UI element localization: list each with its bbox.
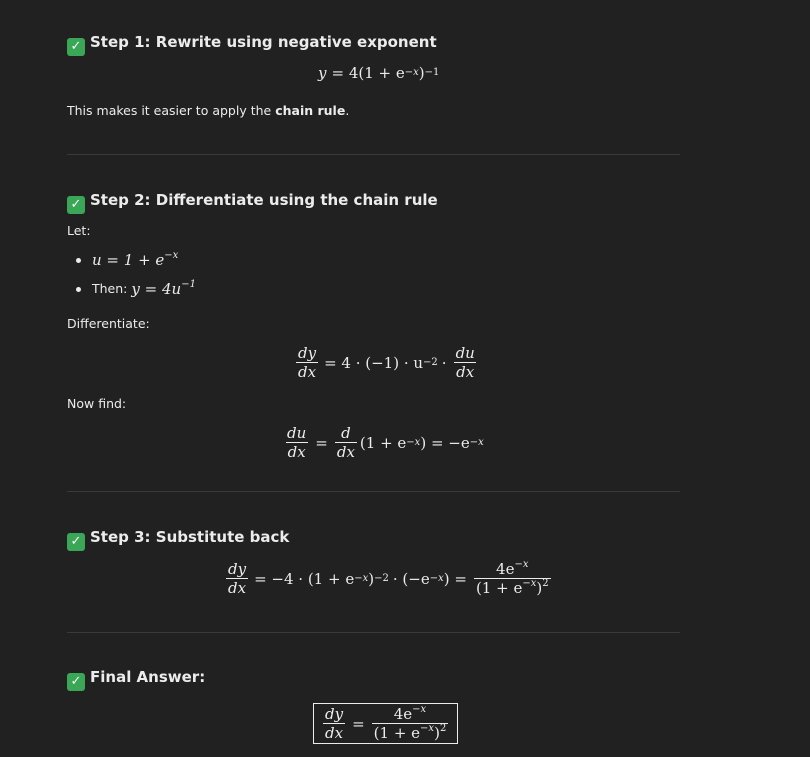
result-fraction: $\frac{4e^{-x}}{(1 + e^{-x})^2}$: [373, 704, 447, 742]
step1-equation: y = 4(1 + e −x ) −1: [318, 64, 440, 82]
eq-middle: = 4 · (−1) · u: [324, 353, 424, 372]
eq-close: ): [418, 64, 425, 82]
bullet2-prefix: Then:: [92, 281, 128, 296]
fraction: $\frac{du}{dx}$: [287, 424, 307, 461]
separator: [67, 632, 680, 633]
final-heading: [67, 668, 205, 691]
fraction: $\frac{dy}{dx}$: [325, 705, 344, 742]
step1-text-before: This makes it easier to apply the: [67, 103, 276, 118]
eq-part4: ) =: [443, 569, 467, 588]
separator: [67, 154, 680, 155]
step1-heading: [67, 33, 437, 56]
step3-equation: $\frac{dy}{dx}$ = −4 · (1 + e −x ) −2 · (−e −x ) = $\frac{4e^{-x}}{(1 + e^{-x})^2}$: [228, 559, 549, 597]
step1-heading-text: Step 1: Rewrite using negative exponent: [90, 33, 437, 51]
eq-close: ) = −e: [420, 433, 470, 452]
eq-equals: =: [315, 433, 328, 452]
bullet2-expr: $y = 4u^{-1}$: [131, 278, 196, 298]
step1-text-bold: chain rule: [275, 103, 346, 118]
final-heading-text: Final Answer:: [90, 668, 206, 686]
let-label: Let:: [67, 223, 91, 238]
eq-part3: · (−e: [392, 569, 430, 588]
step2-equation-1: $\frac{dy}{dx}$ = 4 · (−1) · u −2 · $\frac{du}{dx}$: [298, 344, 475, 381]
check-mark-icon: ✓: [67, 38, 85, 56]
list-item: [67, 274, 196, 303]
differentiate-label: Differentiate:: [67, 316, 150, 331]
check-mark-icon: ✓: [67, 533, 85, 551]
substitution-list: [67, 245, 196, 303]
eq-dot: ·: [441, 353, 447, 372]
step2-heading: [67, 191, 438, 214]
separator: [67, 491, 680, 492]
step3-heading-text: Step 3: Substitute back: [90, 528, 290, 546]
fraction: $\frac{dy}{dx}$: [228, 560, 247, 597]
list-item: [67, 245, 196, 274]
bullet1-expr: $u = 1 + e^{-x}$: [92, 249, 179, 269]
eq-part1: = −4 · (1 + e: [254, 569, 355, 588]
fraction: $\frac{du}{dx}$: [455, 344, 475, 381]
step1-text: [67, 103, 349, 118]
step1-text-after: .: [345, 103, 350, 118]
eq-middle: (1 + e: [359, 433, 407, 452]
fraction: $\frac{dy}{dx}$: [298, 344, 317, 381]
final-answer-box: [313, 703, 458, 744]
result-fraction: $\frac{4e^{-x}}{(1 + e^{-x})^2}$: [475, 559, 549, 597]
eq-part2: ): [368, 569, 375, 588]
now-find-label: Now find:: [67, 396, 127, 411]
eq-equals: =: [352, 714, 365, 733]
check-mark-icon: ✓: [67, 196, 85, 214]
step2-heading-text: Step 2: Differentiate using the chain rule: [90, 191, 438, 209]
step2-equation-2: $\frac{du}{dx}$ = $\frac{d}{dx}$ (1 + e −x ) = −e −x: [287, 424, 484, 461]
fraction: $\frac{d}{dx}$: [336, 424, 355, 461]
check-mark-icon: ✓: [67, 673, 85, 691]
step3-heading: [67, 528, 289, 551]
eq-lhs: y: [318, 64, 327, 82]
eq-rhs: = 4(1 + e: [331, 64, 405, 82]
